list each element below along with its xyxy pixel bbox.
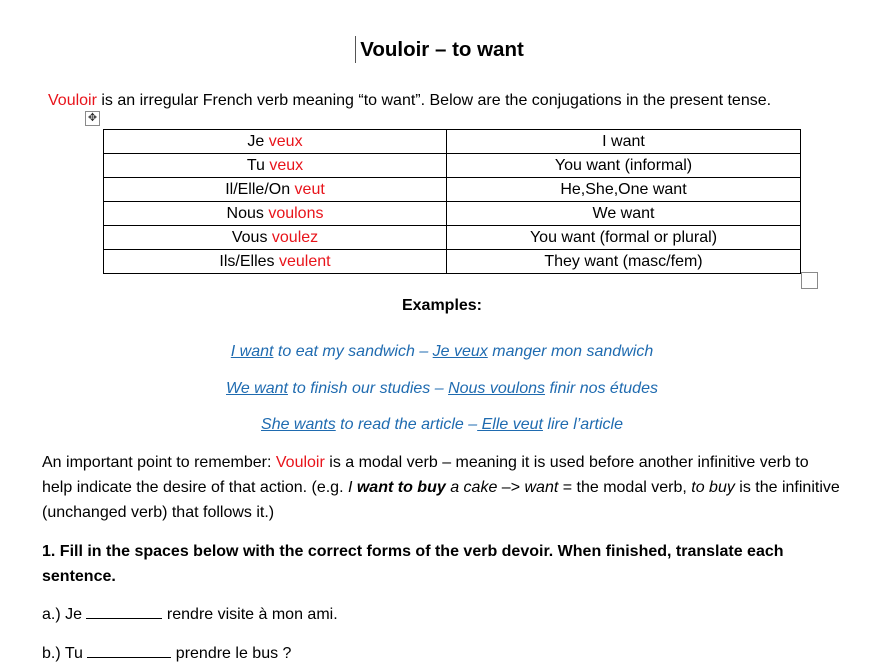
french-cell <box>104 154 447 178</box>
exercise-item <box>42 641 842 666</box>
note-paragraph <box>42 450 842 525</box>
exercise-heading: 1. Fill in the spaces below with the correct forms of the verb devoir. When finished, translate each sentence. <box>42 543 784 585</box>
english-cell: I want <box>447 130 801 154</box>
verb-form: veux <box>269 156 304 174</box>
example-sentence <box>0 380 884 398</box>
intro-paragraph <box>48 92 771 110</box>
exercise-suffix: prendre le bus ? <box>171 645 292 662</box>
table-resize-handle[interactable] <box>801 272 818 289</box>
intro-text: is an irregular French verb meaning “to want”. Below are the conjugations in the present tense. <box>96 92 772 109</box>
table-row <box>104 226 801 250</box>
french-cell <box>104 178 447 202</box>
example-french-verb: Nous voulons <box>448 380 546 397</box>
verb-form: veux <box>268 132 303 150</box>
table-row <box>104 250 801 274</box>
example-sentence <box>0 343 884 361</box>
answer-blank[interactable] <box>86 604 162 619</box>
example-french-rest: finir nos études <box>545 380 658 397</box>
exercise-prefix: b.) Tu <box>42 645 88 662</box>
note-example-subject: I <box>347 479 357 496</box>
example-french-rest: lire l’article <box>542 416 623 433</box>
pronoun: Nous <box>226 204 269 222</box>
example-french-rest: manger mon sandwich <box>487 343 654 360</box>
french-cell <box>104 130 447 154</box>
verb-form: voulez <box>271 228 319 246</box>
examples-heading: Examples: <box>401 297 483 314</box>
french-cell <box>104 250 447 274</box>
pronoun: Tu <box>246 156 270 174</box>
verb-form: veut <box>294 180 325 198</box>
example-english-verb: She wants <box>261 416 336 433</box>
note-text: is a modal verb – meaning it is used before another infinitive verb to help indicate the desire of that action. (e.g. <box>42 454 809 496</box>
note-arrow: –> <box>497 479 525 496</box>
pronoun: Ils/Elles <box>219 252 279 270</box>
example-english-verb: I want <box>230 343 274 360</box>
page-title: Vouloir – to want <box>360 38 524 61</box>
example-french-verb: Je veux <box>432 343 488 360</box>
table-row <box>104 130 801 154</box>
example-english-rest: to eat my sandwich – <box>273 343 433 360</box>
table-row <box>104 178 801 202</box>
conjugation-table <box>103 129 801 274</box>
verb-form: voulons <box>268 204 324 222</box>
english-cell: He,She,One want <box>447 178 801 202</box>
example-french-verb: Elle veut <box>477 416 543 433</box>
note-modal-word: want <box>524 479 559 496</box>
example-english-verb: We want <box>226 380 288 397</box>
table-row <box>104 202 801 226</box>
french-cell <box>104 202 447 226</box>
pronoun: Il/Elle/On <box>225 180 295 198</box>
exercise-suffix: rendre visite à mon ami. <box>162 606 338 623</box>
note-text: is the infinitive (unchanged verb) that follows it.) <box>42 479 840 521</box>
table-row <box>104 154 801 178</box>
pronoun: Je <box>247 132 269 150</box>
text-cursor <box>355 36 356 63</box>
note-infinitive-word: to buy <box>691 479 735 496</box>
note-example-verb: want to buy <box>356 479 446 496</box>
exercise-prefix: a.) Je <box>42 606 87 623</box>
pronoun: Vous <box>231 228 272 246</box>
note-example-object: a cake <box>445 479 498 496</box>
note-lead: An important point to remember: <box>42 454 276 471</box>
note-text: = the modal verb, <box>558 479 692 496</box>
french-cell <box>104 226 447 250</box>
answer-blank[interactable] <box>87 643 171 658</box>
table-move-handle-icon[interactable]: ✥ <box>85 111 100 126</box>
english-cell: They want (masc/fem) <box>447 250 801 274</box>
intro-verb: Vouloir <box>48 92 97 109</box>
example-sentence <box>0 416 884 434</box>
note-verb: Vouloir <box>275 454 325 471</box>
english-cell: You want (formal or plural) <box>447 226 801 250</box>
english-cell: You want (informal) <box>447 154 801 178</box>
example-english-rest: to finish our studies – <box>287 380 449 397</box>
verb-form: veulent <box>278 252 331 270</box>
example-english-rest: to read the article – <box>335 416 478 433</box>
english-cell: We want <box>447 202 801 226</box>
exercise-item <box>42 602 842 627</box>
